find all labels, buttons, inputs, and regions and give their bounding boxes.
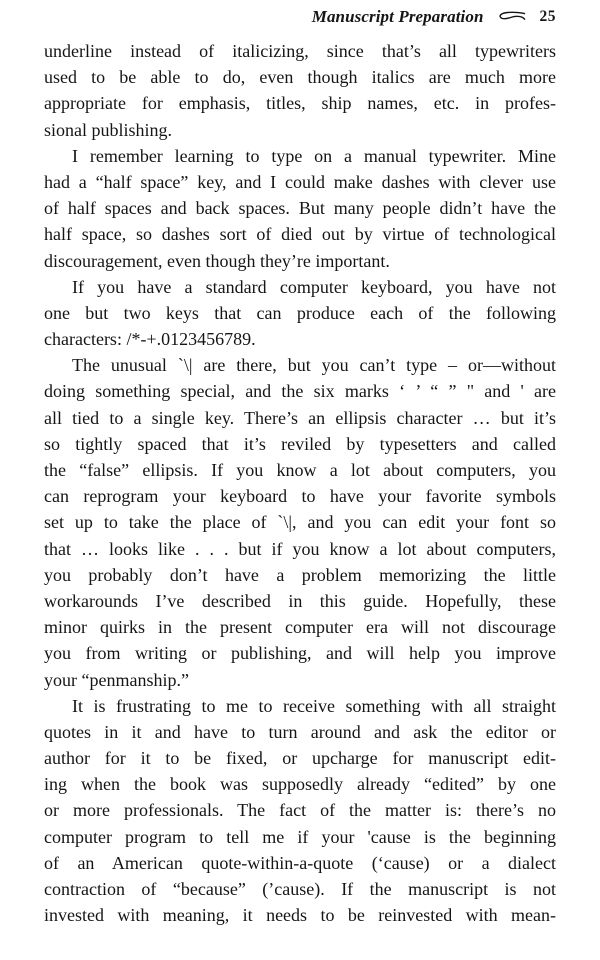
- text-line: It is frustrating to me to receive something with all straight: [72, 695, 556, 716]
- text-line: ing when the book was supposedly already “edited” by one: [44, 774, 556, 795]
- text-line: sional publishing.: [44, 119, 173, 140]
- text-line: you from writing or publishing, and will help you improve: [44, 643, 556, 664]
- text-line: all tied to a single key. There’s an ellipsis character … but it’s: [44, 407, 556, 428]
- swash-ornament-icon: [498, 11, 526, 23]
- text-line: contraction of “because” (’cause). If the manuscript is not: [44, 879, 556, 899]
- text-line: invested with meaning, it needs to be reinvested with mean-: [44, 905, 556, 926]
- text-line: minor quirks in the present computer era will not discourage: [44, 617, 556, 638]
- text-line: that … looks like . . . but if you know a lot about computers,: [44, 538, 556, 559]
- text-line: of an American quote-within-a-quote (‘cause) or a dialect: [44, 852, 556, 873]
- text-line: discouragement, even though they’re important.: [44, 250, 390, 271]
- text-line: your “penmanship.”: [44, 669, 189, 690]
- text-line: so tightly spaced that it’s reviled by typesetters and called: [44, 433, 556, 454]
- text-line: doing something special, and the six marks ‘ ’ “ ” " and ' are: [44, 381, 556, 402]
- text-line: underline instead of italicizing, since that’s all typewriters: [44, 41, 556, 61]
- text-line: one but two keys that can produce each of the following: [44, 302, 556, 323]
- text-line: The unusual `\| are there, but you can’t type – or—without: [72, 355, 556, 376]
- text-line: or more professionals. The fact of the matter is: there’s no: [44, 800, 556, 821]
- paragraph: [44, 352, 556, 692]
- text-line: computer program to tell me if your 'cause is the beginning: [44, 826, 556, 847]
- running-head: [44, 6, 556, 27]
- text-line: quotes in it and have to turn around and ask the editor or: [44, 721, 556, 742]
- text-line: workarounds I’ve described in this guide. Hopefully, these: [44, 590, 556, 611]
- text-line: can reprogram your keyboard to have your favorite symbols: [44, 486, 556, 507]
- text-line: set up to take the place of `\|, and you can edit your font so: [44, 512, 556, 533]
- text-line: had a “half space” key, and I could make dashes with clever use: [44, 171, 556, 192]
- page-number: 25: [539, 7, 556, 25]
- text-line: If you have a standard computer keyboard, you have not: [72, 276, 556, 297]
- text-line: you probably don’t have a problem memorizing the little: [44, 564, 556, 585]
- running-head-title: Manuscript Preparation: [311, 6, 484, 26]
- text-line: I remember learning to type on a manual typewriter. Mine: [72, 145, 556, 166]
- text-line: appropriate for emphasis, titles, ship names, etc. in profes-: [44, 93, 556, 114]
- text-line: characters: /*-+.0123456789.: [44, 329, 256, 350]
- text-line: the “false” ellipsis. If you know a lot about computers, you: [44, 460, 556, 480]
- paragraph: [44, 274, 556, 353]
- paragraph: [44, 38, 556, 143]
- text-line: half space, so dashes sort of died out by virtue of technological: [44, 224, 556, 245]
- text-line: author for it to be fixed, or upcharge for manuscript edit-: [44, 748, 556, 769]
- page-body: [44, 38, 556, 928]
- text-line: of half spaces and back spaces. But many people didn’t have the: [44, 198, 556, 219]
- paragraph: [44, 143, 556, 274]
- paragraph: [44, 693, 556, 929]
- text-line: used to be able to do, even though italics are much more: [44, 67, 556, 88]
